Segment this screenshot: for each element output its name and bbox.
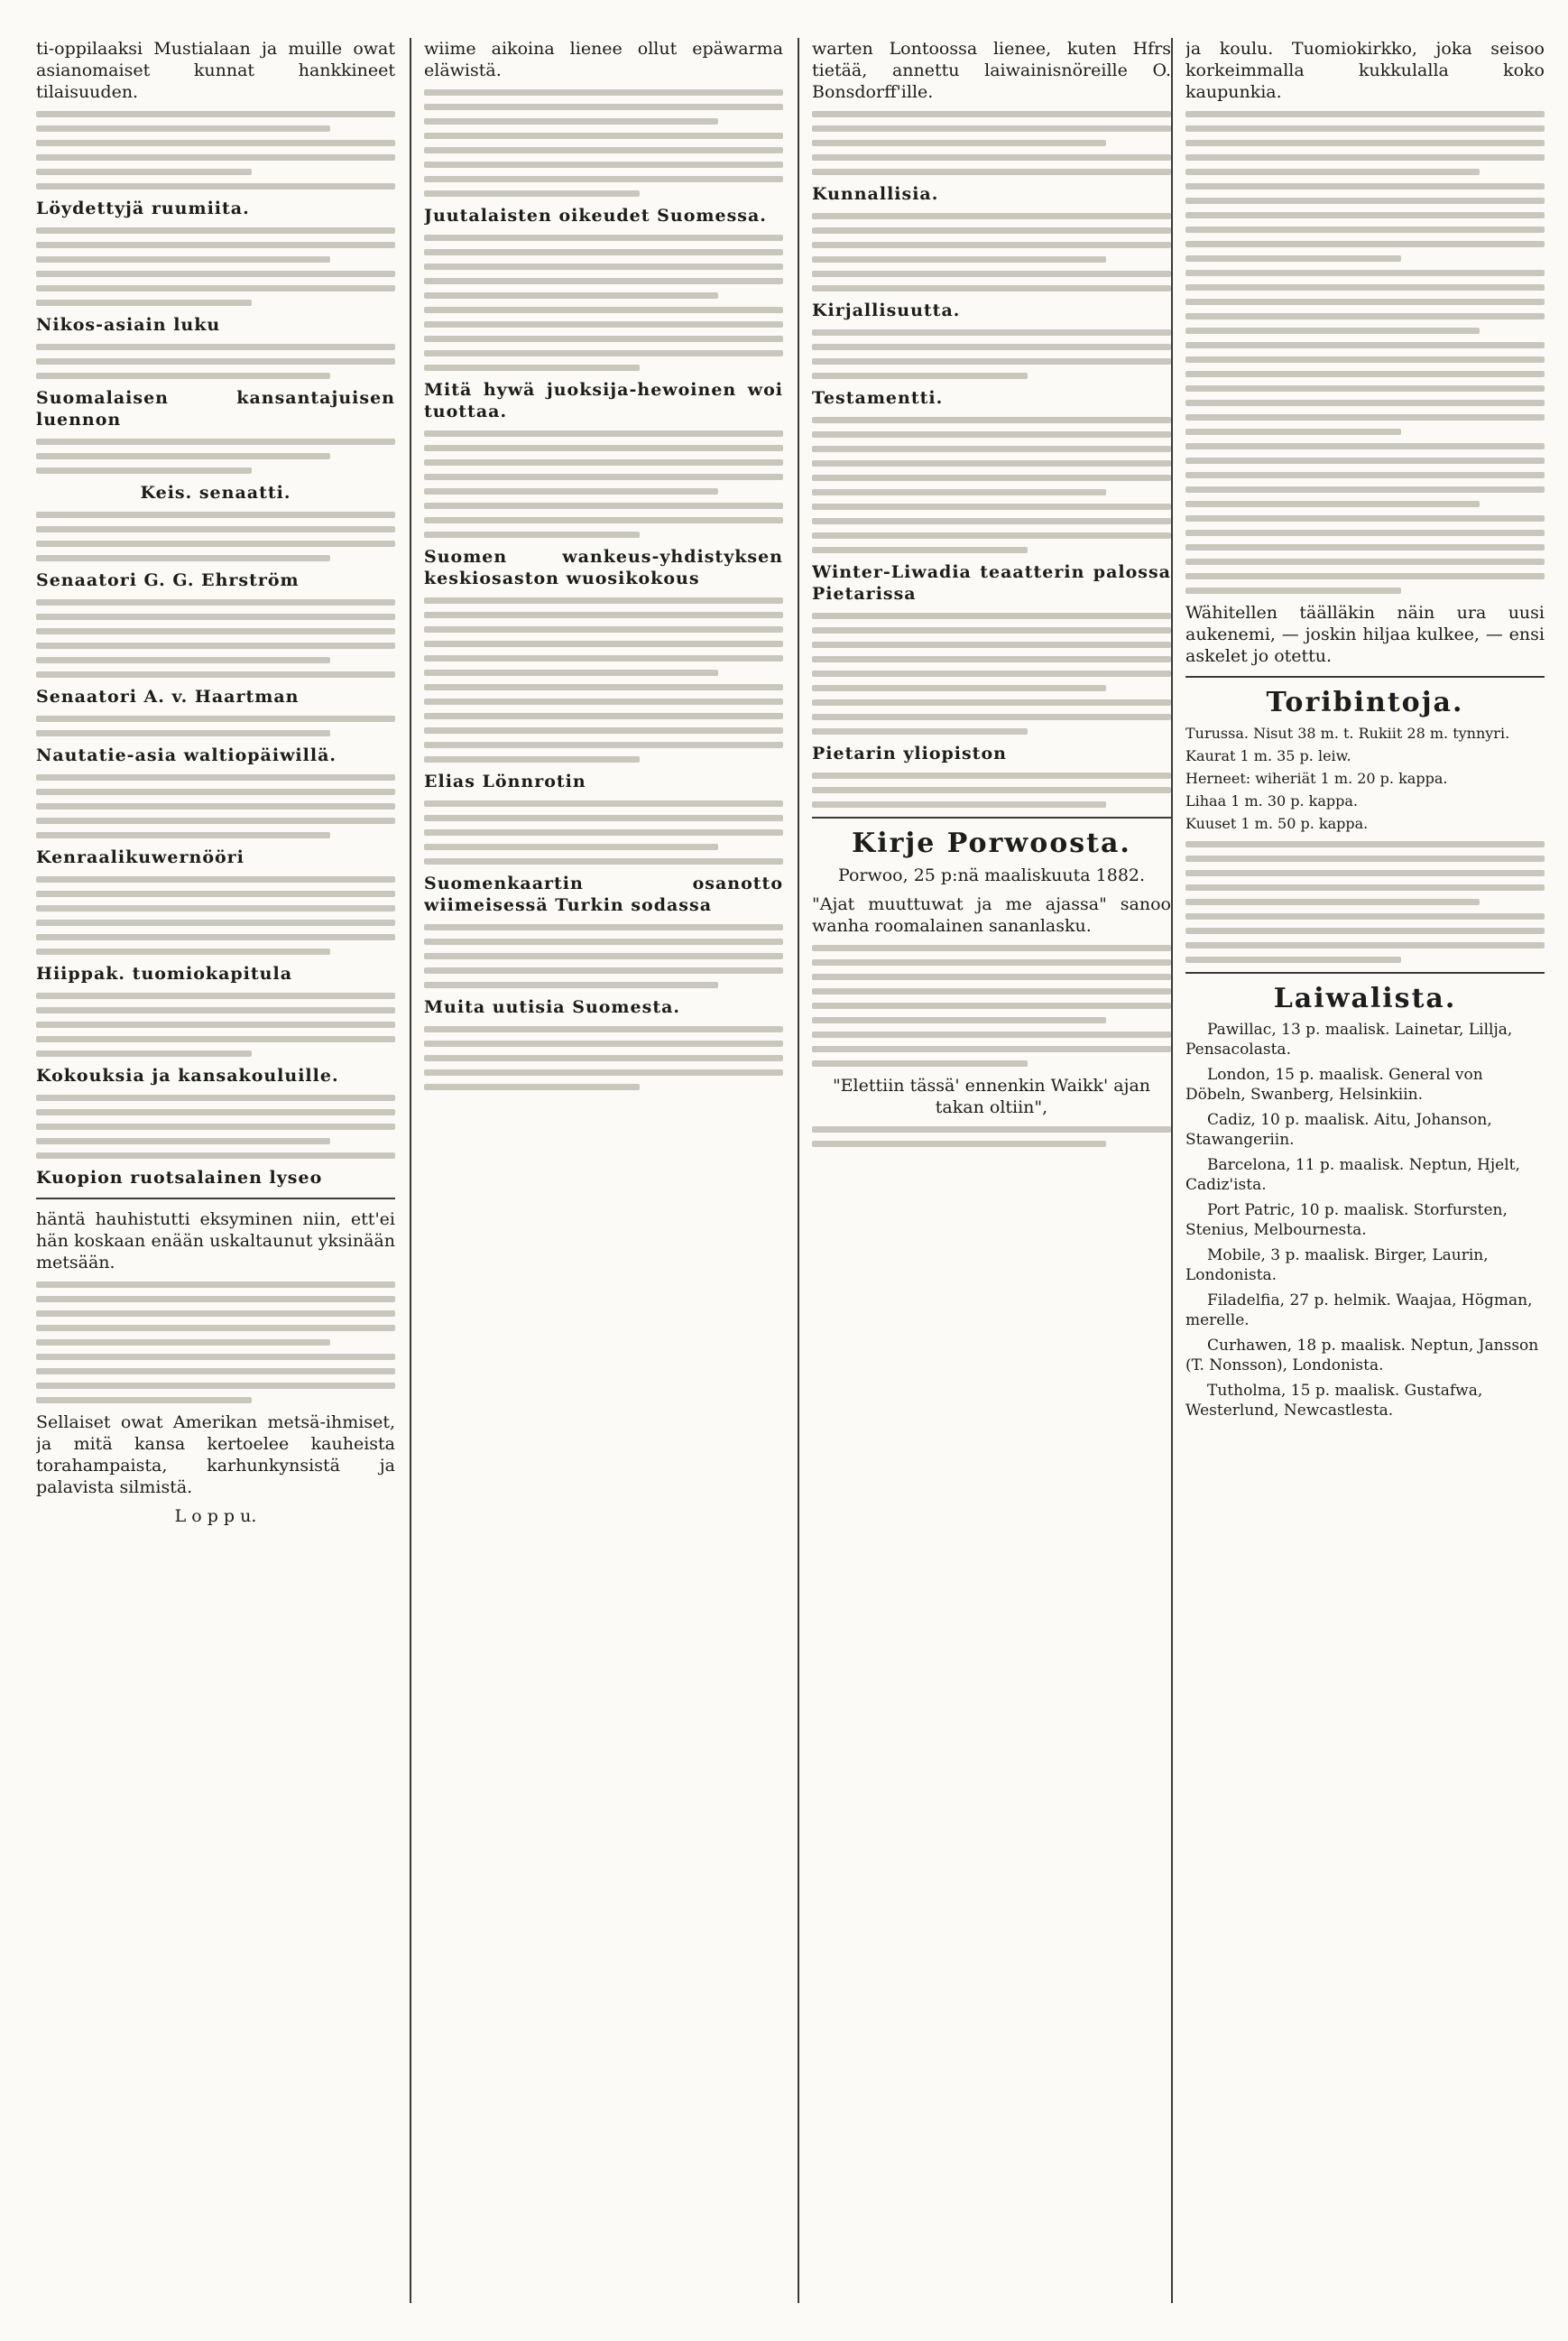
col2-heading-3: Suomen wankeus-yhdistyksen keskiosaston wuosikokous (424, 547, 783, 588)
ship-entry: Pawillac, 13 p. maalisk. Lainetar, Lillja, Pensacolasta. (1185, 1021, 1513, 1059)
ships-title: Laiwalista. (1273, 983, 1457, 1014)
col1-heading-8: Kenraalikuwernööri (36, 847, 244, 867)
story-signoff: L o p p u. (174, 1506, 257, 1526)
story-start: häntä hauhistutti eksyminen niin, ett'ei hän koskaan enään uskaltaunut yksinään metsään. (36, 1209, 395, 1272)
col1-heading-11: Kuopion ruotsalainen lyseo (36, 1168, 323, 1188)
ship-entry: Curhawen, 18 p. maalisk. Neptun, Jansson (T. Nonsson), Londonista. (1185, 1337, 1539, 1374)
ship-entry: Mobile, 3 p. maalisk. Birger, Laurin, Londonista. (1185, 1246, 1489, 1284)
letter-quote-2: "Elettiin tässä' ennenkin Waikk' ajan takan oltiin", (832, 1076, 1151, 1117)
section-divider (36, 1198, 395, 1199)
col2-heading-5: Suomenkaartin osanotto wiimeisessä Turkin sodassa (424, 874, 783, 915)
ship-entry: Filadelfia, 27 p. helmik. Waajaa, Högman, merelle. (1185, 1291, 1533, 1329)
newspaper-page (36, 38, 1545, 2303)
column-4 (1185, 38, 1545, 2303)
ship-entry: Port Patric, 10 p. maalisk. Storfursten, Stenius, Melbournesta. (1185, 1201, 1508, 1239)
col3-heading-5: Pietarin yliopiston (812, 744, 1007, 763)
story-end: Sellaiset owat Amerikan metsä-ihmiset, ja mitä kansa kertoelee kauheista torahampaista, karhunkynsistä ja palavista silmistä. (36, 1412, 395, 1497)
ship-entry: London, 15 p. maalisk. General von Döbeln, Swanberg, Helsinkiin. (1185, 1066, 1483, 1104)
market-divider (1185, 676, 1545, 678)
market-line: Lihaa 1 m. 30 p. kappa. (1185, 792, 1359, 810)
market-line: Herneet: wiheriät 1 m. 20 p. kappa. (1185, 770, 1448, 787)
col3-heading-4: Winter-Liwadia teaatterin palossa Pietarissa (812, 562, 1171, 604)
col4-top-text: ja koulu. Tuomiokirkko, joka seisoo korkeimmalla kukkulalla koko kaupunkia. (1185, 39, 1545, 102)
col1-heading-3: Suomalaisen kansantajuisen luennon (36, 388, 395, 430)
letter-divider (812, 817, 1171, 819)
col1-heading-10: Kokouksia ja kansakouluille. (36, 1066, 339, 1086)
col3-heading-1: Kunnallisia. (812, 184, 939, 204)
letter-date: Porwoo, 25 p:nä maaliskuuta 1882. (837, 865, 1146, 885)
letter-title: Kirje Porwoosta. (852, 828, 1131, 859)
col2-top-text: wiime aikoina lienee ollut epäwarma eläwistä. (424, 39, 783, 80)
market-line: Kaurat 1 m. 35 p. leiw. (1185, 747, 1351, 764)
column-3 (812, 38, 1171, 2303)
col1-heading-5: Senaatori G. G. Ehrström (36, 570, 300, 590)
col1-heading-9: Hiippak. tuomiokapitula (36, 964, 293, 984)
ship-entry: Tutholma, 15 p. maalisk. Gustafwa, Westerlund, Newcastlesta. (1185, 1382, 1483, 1420)
market-intro: Turussa. Nisut 38 m. t. Rukiit 28 m. tynnyri. (1185, 725, 1510, 742)
ship-entry: Barcelona, 11 p. maalisk. Neptun, Hjelt, Cadiz'ista. (1185, 1156, 1520, 1194)
column-rule-1 (410, 38, 411, 2303)
ships-divider (1185, 972, 1545, 974)
col3-top-text: warten Lontoossa lienee, kuten Hfrs tietää, annettu laiwainisnöreille O. Bonsdorff'ille. (812, 39, 1171, 102)
col1-heading-6: Senaatori A. v. Haartman (36, 687, 300, 707)
col3-heading-2: Kirjallisuutta. (812, 301, 961, 320)
col1-heading-4: Keis. senaatti. (140, 483, 291, 503)
col2-heading-1: Juutalaisten oikeudet Suomessa. (424, 206, 767, 226)
col2-heading-6: Muita uutisia Suomesta. (424, 997, 681, 1017)
column-rule-2 (798, 38, 799, 2303)
col2-heading-4: Elias Lönnrotin (424, 772, 586, 791)
ship-entry: Cadiz, 10 p. maalisk. Aitu, Johanson, Stawangeriin. (1185, 1111, 1492, 1149)
col1-top-text: ti-oppilaaksi Mustialaan ja muille owat asianomaiset kunnat hankkineet tilaisuuden. (36, 39, 395, 102)
column-2 (424, 38, 783, 2303)
letter-quote-1: "Ajat muuttuwat ja me ajassa" sanoo wanha roomalainen sananlasku. (812, 894, 1171, 936)
market-line: Kuuset 1 m. 50 p. kappa. (1185, 815, 1369, 832)
column-1 (36, 38, 395, 2303)
col3-heading-3: Testamentti. (812, 388, 944, 408)
market-title: Toribintoja. (1266, 687, 1464, 718)
col1-heading-2: Nikos-asiain luku (36, 315, 221, 335)
col2-heading-2: Mitä hywä juoksija-hewoinen woi tuottaa. (424, 380, 783, 421)
column-rule-3 (1171, 38, 1173, 2303)
col1-heading-7: Nautatie-asia waltiopäiwillä. (36, 745, 337, 765)
col1-heading-1: Löydettyjä ruumiita. (36, 199, 250, 218)
col4-bottom-text: Wähitellen täälläkin näin ura uusi aukenemi, — joskin hiljaa kulkee, — ensi askelet jo otettu. (1185, 603, 1545, 666)
